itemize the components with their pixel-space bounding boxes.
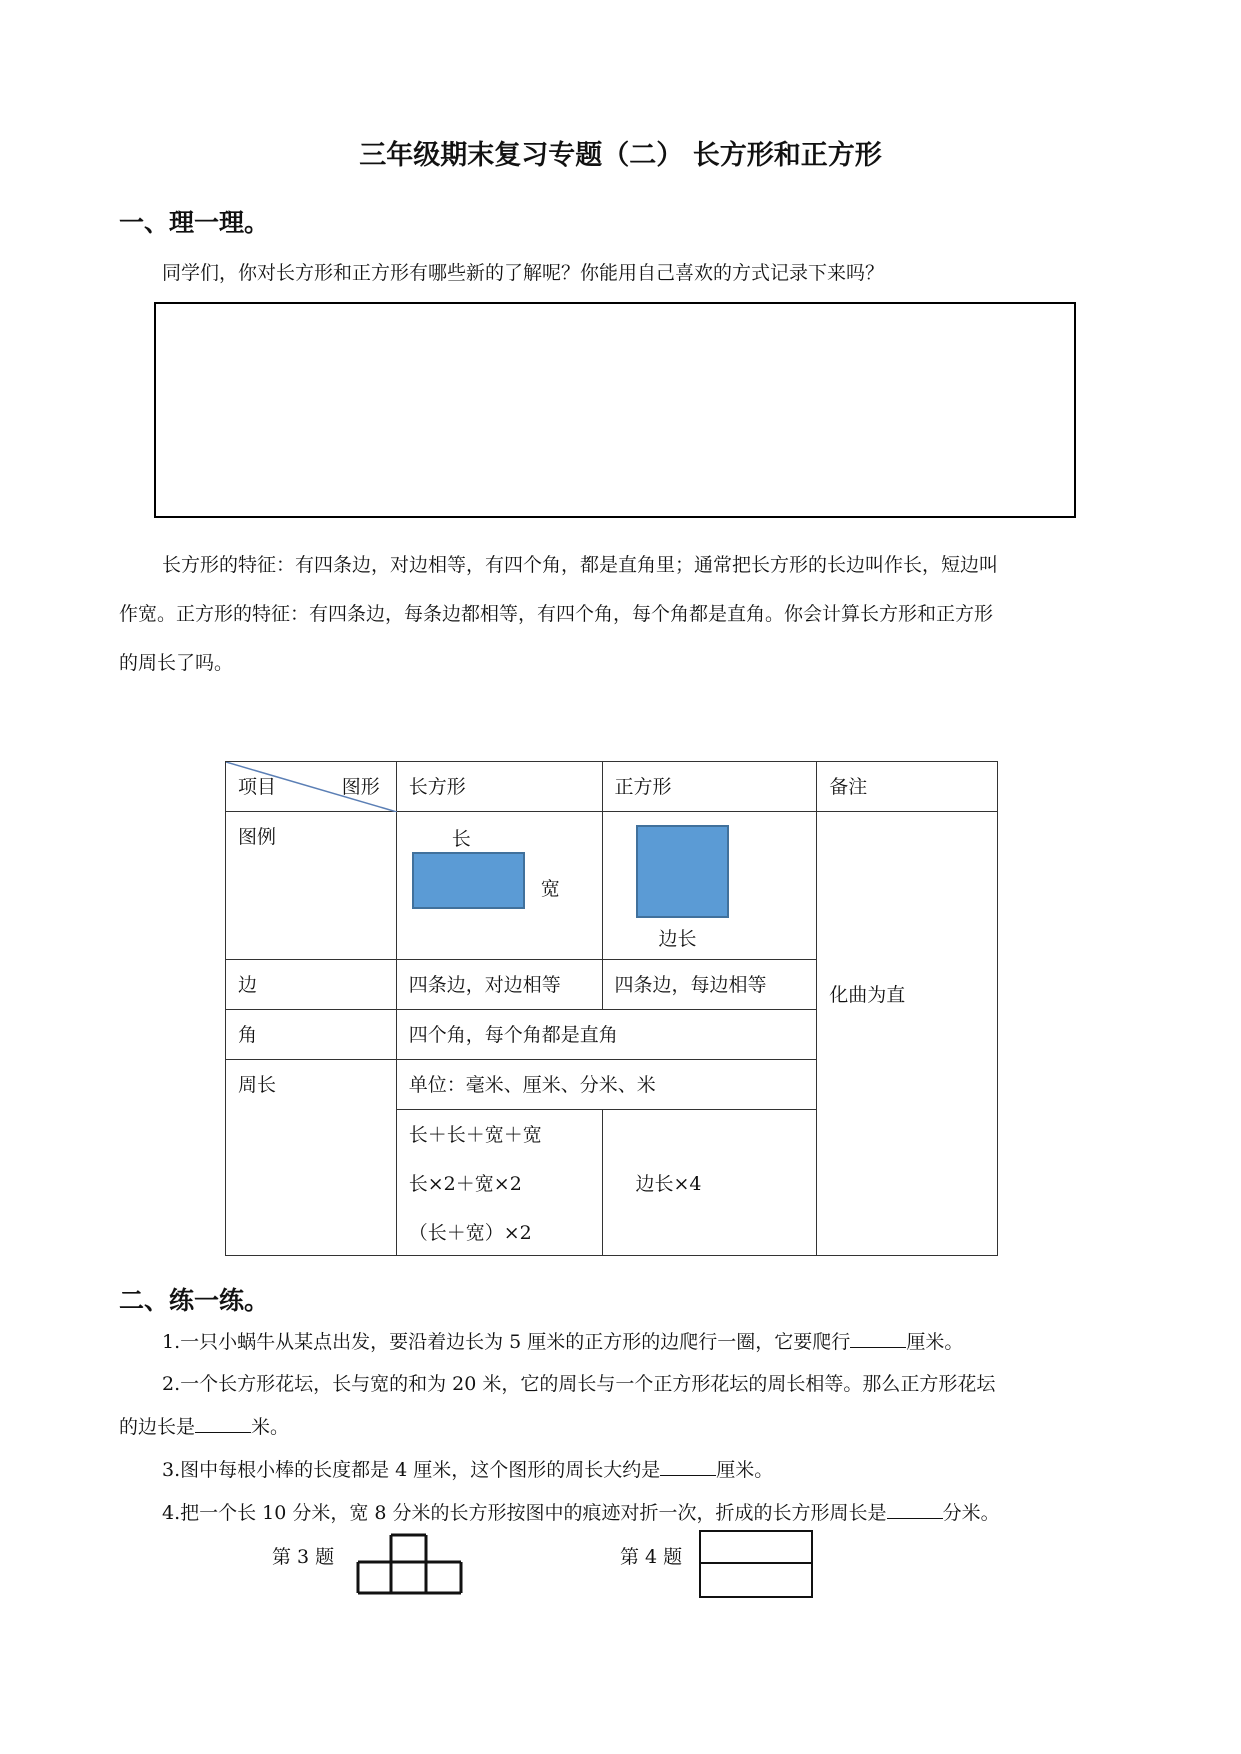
review-prompt: 同学们，你对长方形和正方形有哪些新的了解呢？你能用自己喜欢的方式记录下来吗？ <box>162 262 885 284</box>
square-side-label: 边长 <box>658 928 697 950</box>
question-1-text: 1.一只小蜗牛从某点出发，要沿着边长为 5 厘米的正方形的边爬行一圈，它要爬行 <box>162 1331 851 1353</box>
feature-text-line-2: 作宽。正方形的特征：有四条边，每条边都相等，有四个角，每个角都是直角。你会计算长方形和正方形 <box>119 603 994 625</box>
row-example-label: 图例 <box>226 812 397 960</box>
header-note: 备注 <box>817 762 998 812</box>
question-2-text: 的边长是 <box>119 1416 196 1438</box>
question-1-unit: 厘米。 <box>906 1331 964 1353</box>
question-2-line-2 <box>119 1414 289 1439</box>
answer-blank-2[interactable] <box>195 1414 251 1433</box>
square-formula-cell <box>602 1110 817 1256</box>
header-rect: 长方形 <box>396 762 602 812</box>
angle-desc: 四个角，每个角都是直角 <box>396 1010 816 1060</box>
rect-formula-cell <box>396 1110 602 1256</box>
header-shape: 图形 <box>341 776 380 798</box>
figure-4-label: 第 4 题 <box>620 1546 683 1568</box>
answer-blank-1[interactable] <box>850 1329 906 1348</box>
header-diagonal-cell <box>226 762 397 812</box>
feature-text-line-1: 长方形的特征：有四条边，对边相等，有四个角，都是直角里；通常把长方形的长边叫作长，短边叫 <box>162 554 999 576</box>
question-2-unit: 米。 <box>251 1416 290 1438</box>
section-heading-practice: 二、练一练。 <box>119 1286 270 1315</box>
section-heading-review: 一、理一理。 <box>119 208 270 237</box>
square-side-desc: 四条边，每边相等 <box>602 960 817 1010</box>
question-4 <box>162 1500 1000 1525</box>
question-1 <box>162 1329 963 1354</box>
square-formula: 边长×4 <box>635 1173 702 1195</box>
question-4-text: 4.把一个长 10 分米，宽 8 分米的长方形按图中的痕迹对折一次，折成的长方形周长是 <box>162 1502 887 1524</box>
question-2-line-1: 2.一个长方形花坛，长与宽的和为 20 米，它的周长与一个正方形花坛的周长相等。那么正方形花坛 <box>162 1373 996 1395</box>
header-square: 正方形 <box>602 762 817 812</box>
formula-2: 长×2＋宽×2 <box>408 1173 522 1195</box>
rect-side-desc: 四条边，对边相等 <box>396 960 602 1010</box>
answer-blank-4[interactable] <box>887 1500 943 1519</box>
row-angle-label: 角 <box>226 1010 397 1060</box>
figure-3-label: 第 3 题 <box>272 1546 335 1568</box>
row-side-label: 边 <box>226 960 397 1010</box>
question-4-unit: 分米。 <box>942 1502 1000 1524</box>
square-example-cell <box>602 812 817 960</box>
blue-square <box>636 825 729 918</box>
question-3 <box>162 1457 773 1482</box>
feature-text-line-3: 的周长了吗。 <box>119 652 234 674</box>
units-desc: 单位：毫米、厘米、分米、米 <box>396 1060 816 1110</box>
blue-rectangle <box>412 852 525 909</box>
page-title: 三年级期末复习专题（二） 长方形和正方形 <box>359 140 882 171</box>
rect-example-cell <box>396 812 602 960</box>
question-3-unit: 厘米。 <box>716 1459 774 1481</box>
note-cell: 化曲为直 <box>817 812 998 1256</box>
summary-table <box>225 761 998 1256</box>
question-3-text: 3.图中每根小棒的长度都是 4 厘米，这个图形的周长大约是 <box>162 1459 661 1481</box>
answer-box[interactable] <box>154 302 1076 518</box>
answer-blank-3[interactable] <box>660 1457 716 1476</box>
header-item: 项目 <box>238 776 277 798</box>
fold-rectangle-figure <box>699 1530 815 1600</box>
rect-long-label: 长 <box>451 828 471 850</box>
matchstick-figure <box>356 1531 464 1596</box>
formula-1: 长＋长＋宽＋宽 <box>408 1124 542 1146</box>
rect-wide-label: 宽 <box>540 878 560 900</box>
formula-3: （长＋宽）×2 <box>408 1222 532 1244</box>
row-perimeter-label: 周长 <box>226 1060 397 1256</box>
